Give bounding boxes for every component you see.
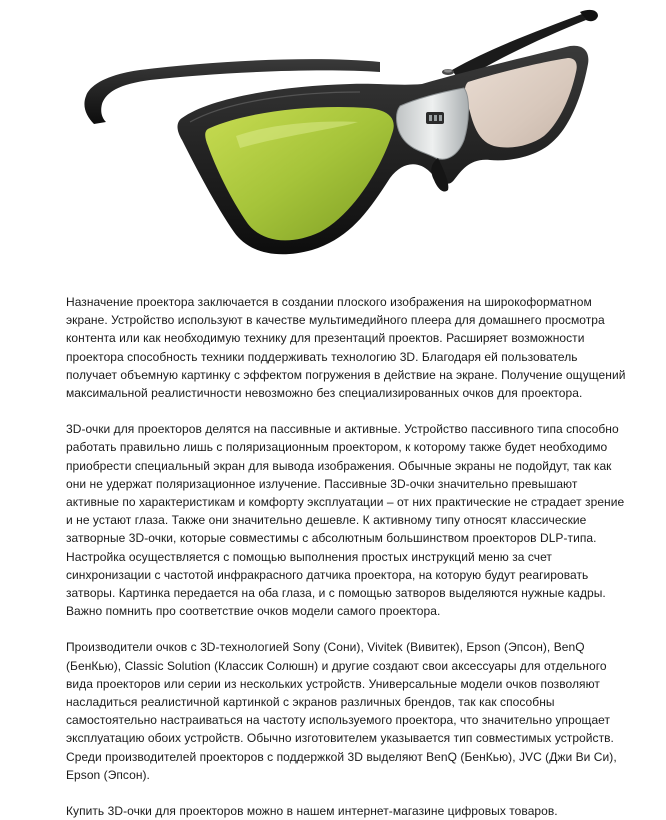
paragraph: Купить 3D-очки для проекторов можно в нашем интернет-магазине цифровых товаров. (66, 804, 558, 819)
article-text (66, 293, 626, 820)
paragraph: Производители очков с 3D-технологией Sony (Сони), Vivitek (Вивитек), Epson (Эпсон), BenQ (БенКью), Classic Solution (Классик Солюшн) и другие создают свои аксессуары для отдельного вида проекторов или серии из нескольких устройств. Универсальные модели очков позволяют насладиться реалистичной картинкой с экранов различных брендов, так как способны самостоятельно настраиваться на частоту используемого проектора, что значительно упрощает эксплуатацию обоих устройств. Обычно изготовителем указывается тип совместимых устройств. Среди производителей проекторов с поддержкой 3D выделяют BenQ (БенКью), JVC (Джи Ви Си), Epson (Эпсон). (66, 640, 617, 782)
3d-glasses-image (50, 0, 610, 272)
paragraph: Назначение проектора заключается в создании плоского изображения на широкоформатном экране. Устройство используют в качестве мультимедийного плеера для домашнего просмотра контента или как необходимую технику для презентаций проектов. Расширяет возможности проектора способность техники поддерживать технологию 3D. Благодаря ей пользователь получает объемную картинку с эффектом погружения в действие на экране. Получение ощущений максимальной реалистичности невозможно без специализированных очков для проектора. (66, 295, 626, 401)
paragraph: 3D-очки для проекторов делятся на пассивные и активные. Устройство пассивного типа способно работать правильно лишь с поляризационным проектором, к которому также будет необходимо приобрести специальный экран для вывода изображения. Обычные экраны не подойдут, так как они не удержат поляризационное излучение. Пассивные 3D-очки значительно превышают активные по характеристикам и комфорту эксплуатации – от них практические не страдает зрение и не устают глаза. Также они значительно дешевле. К активному типу относят классические затворные 3D-очки, которые совместимы с абсолютным большинством проекторов DLP-типа. Настройка осуществляется с помощью выполнения простых инструкций меню за счет синхронизации с частотой инфракрасного датчика проектора, на которую будут реагировать затворы. Картинка передается на оба глаза, и с помощью затворов выделяются нужные кадры. Важно помнить про соответствие очков модели самого проектора. (66, 422, 625, 619)
